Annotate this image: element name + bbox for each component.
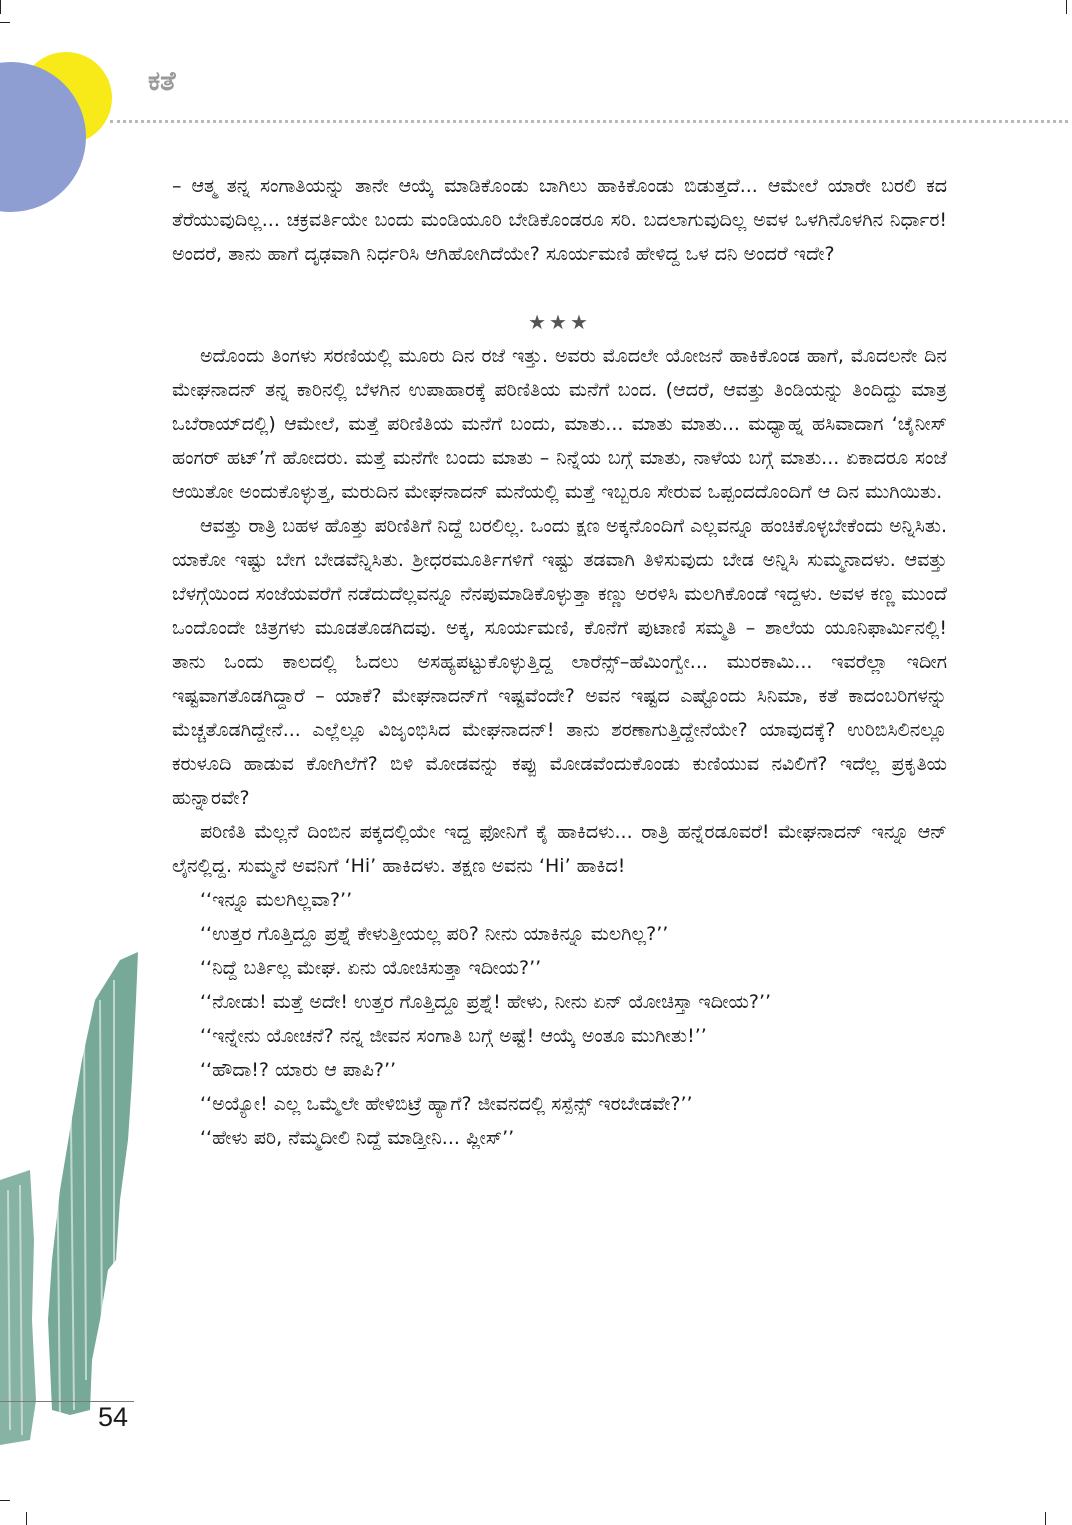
dialogue-line: ‘‘ಉತ್ತರ ಗೊತ್ತಿದ್ದೂ ಪ್ರಶ್ನೆ ಕೇಳುತ್ತೀಯಲ್ಲ ಪರಿ? ನೀನು ಯಾಕಿನ್ನೂ ಮಲಗಿಲ್ಲ?’’	[200, 923, 669, 945]
header-dotted-rule	[110, 120, 1068, 123]
brush-stroke-decoration	[0, 940, 145, 1465]
crop-mark	[0, 0, 1, 14]
paragraph-1: ಅದೊಂದು ತಿಂಗಳು ಸರಣಿಯಲ್ಲಿ ಮೂರು ದಿನ ರಜೆ ಇತ್ತು. ಅವರು ಮೊದಲೇ ಯೋಜನೆ ಹಾಕಿಕೊಂಡ ಹಾಗೆ, ಮೊದಲನೇ ದಿನ ಮೇಘನಾದನ್ ತನ್ನ ಕಾರಿನಲ್ಲಿ ಬೆಳಗಿನ ಉಪಾಹಾರಕ್ಕೆ ಪರಿಣಿತಿಯ ಮನೆಗೆ ಬಂದ. (ಆದರೆ, ಆವತ್ತು ತಿಂಡಿಯನ್ನು ತಿಂದಿದ್ದು ಮಾತ್ರ ಒಬೆರಾಯ್‌ದಲ್ಲಿ) ಆಮೇಲೆ, ಮತ್ತೆ ಪರಿಣಿತಿಯ ಮನೆಗೆ ಬಂದು, ಮಾತು... ಮಾತು ಮಾತು... ಮಧ್ಯಾಹ್ನ ಹಸಿವಾದಾಗ ‘ಚೈನೀಸ್ ಹಂಗರ್ ಹಟ್’ಗೆ ಹೋದರು. ಮತ್ತೆ ಮನೆಗೇ ಬಂದು ಮಾತು – ನಿನ್ನೆಯ ಬಗ್ಗೆ ಮಾತು, ನಾಳೆಯ ಬಗ್ಗೆ ಮಾತು... ಏಕಾದರೂ ಸಂಜೆ ಆಯಿತೋ ಅಂದುಕೊಳ್ಳುತ್ತ, ಮರುದಿನ ಮೇಘನಾದನ್ ಮನೆಯಲ್ಲಿ ಮತ್ತೆ ಇಬ್ಬರೂ ಸೇರುವ ಒಪ್ಪಂದದೊಂದಿಗೆ ಆ ದಿನ ಮುಗಿಯಿತು.	[172, 345, 947, 503]
crop-mark	[1066, 0, 1067, 14]
dialogue-line: ‘‘ಇನ್ನೇನು ಯೋಚನೆ? ನನ್ನ ಜೀವನ ಸಂಗಾತಿ ಬಗ್ಗೆ ಅಷ್ಟೆ! ಆಯ್ಕೆ ಅಂತೂ ಮುಗೀತು!’’	[200, 1025, 707, 1047]
crop-mark	[26, 1512, 27, 1525]
paragraph-intro: – ಆತ್ಮ ತನ್ನ ಸಂಗಾತಿಯನ್ನು ತಾನೇ ಆಯ್ಕೆ ಮಾಡಿಕೊಂಡು ಬಾಗಿಲು ಹಾಕಿಕೊಂಡು ಬಿಡುತ್ತದೆ... ಆಮೇಲೆ ಯಾರೇ ಬರಲಿ ಕದ ತೆರೆಯುವುದಿಲ್ಲ... ಚಕ್ರವರ್ತಿಯೇ ಬಂದು ಮಂಡಿಯೂರಿ ಬೇಡಿಕೊಂಡರೂ ಸರಿ. ಬದಲಾಗುವುದಿಲ್ಲ ಅವಳ ಒಳಗಿನೊಳಗಿನ ನಿರ್ಧಾರ! ಅಂದರೆ, ತಾನು ಹಾಗೆ ದೃಢವಾಗಿ ನಿರ್ಧರಿಸಿ ಆಗಿಹೋಗಿದೆಯೇ? ಸೂರ್ಯಮಣಿ ಹೇಳಿದ್ದ ಒಳ ದನಿ ಅಂದರೆ ಇದೇ?	[172, 175, 947, 265]
crop-mark	[0, 22, 10, 23]
section-title: ಕತೆ	[148, 66, 176, 97]
dialogue-line: ‘‘ನಿದ್ದೆ ಬರ್ತಿಲ್ಲ ಮೇಘ. ಏನು ಯೋಚಿಸುತ್ತಾ ಇದೀಯ?’’	[200, 957, 542, 979]
dialogue-line: ‘‘ಹೇಳು ಪರಿ, ನೆಮ್ಮದೀಲಿ ನಿದ್ದೆ ಮಾಡ್ತೀನಿ... ಪ್ಲೀಸ್’’	[200, 1127, 515, 1149]
crop-mark	[0, 1500, 10, 1501]
dialogue-block	[172, 883, 947, 1155]
dialogue-line: ‘‘ಇನ್ನೂ ಮಲಗಿಲ್ಲವಾ?’’	[200, 889, 353, 911]
paragraph-3: ಪರಿಣಿತಿ ಮೆಲ್ಲನೆ ದಿಂಬಿನ ಪಕ್ಕದಲ್ಲಿಯೇ ಇದ್ದ ಫೋನಿಗೆ ಕೈ ಹಾಕಿದಳು... ರಾತ್ರಿ ಹನ್ನೆರಡೂವರೆ! ಮೇಘನಾದನ್ ಇನ್ನೂ ಆನ್ ಲೈನಲ್ಲಿದ್ದ. ಸುಮ್ಮನೆ ಅವನಿಗೆ ‘Hi’ ಹಾಕಿದಳು. ತಕ್ಷಣ ಅವನು ‘Hi’ ಹಾಕಿದ!	[172, 821, 947, 877]
page-number: 54	[98, 1402, 129, 1432]
story-text	[172, 169, 947, 1155]
section-separator: ★★★	[528, 310, 591, 334]
dialogue-line: ‘‘ಹೌದಾ!? ಯಾರು ಆ ಪಾಪಿ?’’	[200, 1059, 397, 1081]
dialogue-line: ‘‘ನೋಡು! ಮತ್ತೆ ಅದೇ! ಉತ್ತರ ಗೊತ್ತಿದ್ದೂ ಪ್ರಶ್ನೆ! ಹೇಳು, ನೀನು ಏನ್ ಯೋಚಿಸ್ತಾ ಇದೀಯ?’’	[200, 991, 772, 1013]
dialogue-line: ‘‘ಅಯ್ಯೋ! ಎಲ್ಲ ಒಮ್ಮೆಲೇ ಹೇಳಿಬಿಟ್ರೆ ಹ್ಯಾಗೆ? ಜೀವನದಲ್ಲಿ ಸಸ್ಪೆನ್ಸ್ ಇರಬೇಡವೇ?’’	[200, 1093, 693, 1115]
paragraph-2: ಆವತ್ತು ರಾತ್ರಿ ಬಹಳ ಹೊತ್ತು ಪರಿಣಿತಿಗೆ ನಿದ್ದೆ ಬರಲಿಲ್ಲ. ಒಂದು ಕ್ಷಣ ಅಕ್ಕನೊಂದಿಗೆ ಎಲ್ಲವನ್ನೂ ಹಂಚಿಕೊಳ್ಳಬೇಕೆಂದು ಅನ್ನಿಸಿತು. ಯಾಕೋ ಇಷ್ಟು ಬೇಗ ಬೇಡವೆನ್ನಿಸಿತು. ಶ್ರೀಧರಮೂರ್ತಿಗಳಿಗೆ ಇಷ್ಟು ತಡವಾಗಿ ತಿಳಿಸುವುದು ಬೇಡ ಅನ್ನಿಸಿ ಸುಮ್ಮನಾದಳು. ಆವತ್ತು ಬೆಳಗ್ಗೆಯಿಂದ ಸಂಜೆಯವರೆಗೆ ನಡೆದುದೆಲ್ಲವನ್ನೂ ನೆನಪುಮಾಡಿಕೊಳ್ಳುತ್ತಾ ಕಣ್ಣು ಅರಳಿಸಿ ಮಲಗಿಕೊಂಡೆ ಇದ್ದಳು. ಅವಳ ಕಣ್ಣ ಮುಂದೆ ಒಂದೊಂದೇ ಚಿತ್ರಗಳು ಮೂಡತೊಡಗಿದವು. ಅಕ್ಕ, ಸೂರ್ಯಮಣಿ, ಕೊನೆಗೆ ಪುಟಾಣಿ ಸಮ್ಮತಿ – ಶಾಲೆಯ ಯೂನಿಫಾರ್ಮಿನಲ್ಲಿ! ತಾನು ಒಂದು ಕಾಲದಲ್ಲಿ ಓದಲು ಅಸಹ್ಯಪಟ್ಟುಕೊಳ್ಳುತ್ತಿದ್ದ ಲಾರೆನ್ಸ್–ಹೆಮಿಂಗ್ವೇ... ಮುರಕಾಮಿ... ಇವರೆಲ್ಲಾ ಇದೀಗ ಇಷ್ಟವಾಗತೊಡಗಿದ್ದಾರೆ – ಯಾಕೆ? ಮೇಘನಾದನ್‌ಗೆ ಇಷ್ಟವೆಂದೇ? ಅವನ ಇಷ್ಟದ ಎಷ್ಟೊಂದು ಸಿನಿಮಾ, ಕತೆ ಕಾದಂಬರಿಗಳನ್ನು ಮೆಚ್ಚತೊಡಗಿದ್ದೇನೆ... ಎಲ್ಲೆಲ್ಲೂ ವಿಜೃಂಭಿಸಿದ ಮೇಘನಾದನ್! ತಾನು ಶರಣಾಗುತ್ತಿದ್ದೇನೆಯೇ? ಯಾವುದಕ್ಕೆ? ಉರಿಬಿಸಿಲಿನಲ್ಲೂ ಕರುಳೂದಿ ಹಾಡುವ ಕೋಗಿಲೆಗೆ? ಬಿಳಿ ಮೋಡವನ್ನು ಕಪ್ಪು ಮೋಡವೆಂದುಕೊಂಡು ಕುಣಿಯುವ ನವಿಲಿಗೆ? ಇದೆಲ್ಲ ಪ್ರಕೃತಿಯ ಹುನ್ನಾರವೇ?	[172, 515, 947, 809]
crop-mark	[1045, 1512, 1046, 1525]
